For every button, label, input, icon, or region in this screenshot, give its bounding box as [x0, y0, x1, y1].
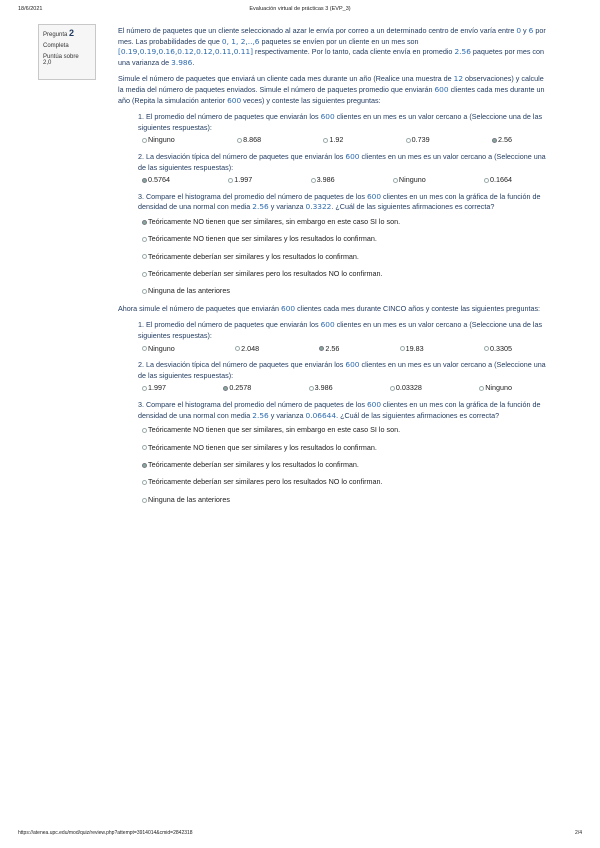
radio-button[interactable]	[142, 428, 147, 433]
radio-button[interactable]	[142, 386, 147, 391]
answer-option[interactable]	[142, 477, 548, 488]
answer-option-label: Ninguna de las anteriores	[148, 286, 230, 296]
print-url: https://atenea.upc.edu/mod/quiz/review.php?attempt=3914014&cmid=2842318	[18, 830, 193, 836]
part1-q2-options	[142, 175, 512, 186]
part1-q1-text: 1. El promedio del número de paquetes que enviarán los 600 clientes en un mes es un valor cercano a (Seleccione una de las siguientes respuestas):	[138, 112, 543, 132]
radio-button[interactable]	[142, 445, 147, 450]
answer-option[interactable]	[492, 135, 512, 146]
answer-option-label: Teóricamente deberían ser similares pero los resultados NO lo confirman.	[148, 269, 383, 279]
question-number: Pregunta 2	[43, 28, 75, 38]
part2-q1	[138, 320, 548, 354]
answer-option[interactable]	[309, 383, 333, 394]
answer-option-label: Teóricamente deberían ser similares y los resultados lo confirman.	[148, 459, 359, 469]
radio-button[interactable]	[479, 386, 484, 391]
question-info-box	[38, 24, 96, 80]
part2-q3-text: 3. Compare el histograma del promedio del número de paquetes de los 600 clientes en un mes con la gráfica de la función de densidad de una normal con media 2.56 y varianza 0.06644. ¿Cuál de las siguientes afirmaciones es correcta?	[138, 400, 541, 420]
part2-q3	[138, 400, 548, 505]
answer-option[interactable]	[406, 135, 430, 146]
answer-option-label: 1.92	[329, 135, 344, 145]
answer-option[interactable]	[142, 460, 548, 471]
answer-option-label: 0.3305	[489, 343, 512, 353]
radio-button[interactable]	[142, 237, 147, 242]
radio-button[interactable]	[393, 178, 398, 183]
answer-option[interactable]	[142, 269, 548, 280]
answer-option[interactable]	[142, 286, 548, 297]
answer-option[interactable]	[484, 344, 512, 355]
answer-option[interactable]	[311, 175, 335, 186]
radio-button[interactable]	[142, 178, 147, 183]
answer-option[interactable]	[142, 175, 170, 186]
radio-button[interactable]	[142, 272, 147, 277]
answer-option[interactable]	[142, 135, 175, 146]
radio-button[interactable]	[484, 178, 489, 183]
answer-option[interactable]	[319, 344, 339, 355]
intro-paragraph-2: Simule el número de paquetes que enviará un cliente cada mes durante un año (Realice una muestra de 12 observaciones) y calcule la media del número de paquetes enviados. Simule el número de paquetes promedio que enviarán 600 clientes cada mes durante un año (Repita la simulación anterior 600 veces) y conteste las siguientes preguntas:	[118, 74, 545, 105]
answer-option-label: 19.83	[405, 343, 424, 353]
answer-option[interactable]	[393, 175, 426, 186]
answer-option[interactable]	[142, 344, 175, 355]
part1-q2	[138, 152, 548, 186]
part2-q1-options	[142, 344, 512, 355]
answer-option[interactable]	[142, 495, 548, 506]
print-date: 18/6/2021	[18, 6, 43, 12]
answer-option-label: 0.1664	[490, 175, 512, 185]
part1-q3-text: 3. Compare el histograma del promedio del número de paquetes de los 600 clientes en un mes con la gráfica de la función de densidad de una normal con media 2.56 y varianza 0.3322. ¿Cuál de las siguientes afirmaciones es correcta?	[138, 191, 541, 212]
answer-option-label: 0.2578	[229, 383, 252, 393]
radio-button[interactable]	[323, 138, 328, 143]
answer-option-label: Teóricamente NO tienen que ser similares y los resultados lo confirman.	[148, 442, 377, 452]
radio-button[interactable]	[319, 346, 324, 351]
radio-button[interactable]	[311, 178, 316, 183]
radio-button[interactable]	[406, 138, 411, 143]
answer-option-label: Teóricamente deberían ser similares pero los resultados NO lo confirman.	[148, 477, 383, 487]
radio-button[interactable]	[142, 289, 147, 294]
answer-option-label: Ninguno	[148, 135, 175, 145]
part2-q1-text: 1. El promedio del número de paquetes que enviarán los 600 clientes en un mes es un valor cercano a (Seleccione una de las siguientes respuestas):	[138, 320, 543, 341]
radio-button[interactable]	[142, 138, 147, 143]
answer-option[interactable]	[390, 383, 422, 394]
answer-option[interactable]	[142, 443, 548, 454]
radio-button[interactable]	[390, 386, 395, 391]
radio-button[interactable]	[142, 480, 147, 485]
radio-button[interactable]	[142, 220, 147, 225]
answer-option[interactable]	[142, 234, 548, 245]
radio-button[interactable]	[484, 346, 489, 351]
answer-option[interactable]	[484, 175, 512, 186]
part2-q2	[138, 360, 548, 394]
answer-option[interactable]	[142, 217, 548, 228]
answer-option-label: Ninguno	[485, 383, 512, 393]
answer-option[interactable]	[142, 425, 548, 436]
radio-button[interactable]	[142, 346, 147, 351]
print-title: Evaluación virtual de prácticas 3 (EVP_3)	[249, 6, 351, 12]
part2-q2-options	[142, 383, 512, 394]
answer-option-label: Ninguna de las anteriores	[148, 494, 230, 504]
part1-q1-options	[142, 135, 512, 146]
question-state: Completa	[43, 43, 69, 49]
answer-option-label: 0.03328	[395, 383, 422, 393]
print-page-number: 2/4	[575, 830, 582, 836]
radio-button[interactable]	[142, 254, 147, 259]
part1-q2-text: 2. La desviación típica del número de paquetes que enviarán los 600 clientes en un mes es un valor cercano a (Seleccione una de las siguientes respuestas):	[138, 151, 546, 172]
answer-option[interactable]	[323, 135, 343, 146]
radio-button[interactable]	[223, 386, 228, 391]
part1-q3	[138, 192, 548, 297]
answer-option[interactable]	[235, 344, 259, 355]
answer-option[interactable]	[142, 383, 166, 394]
answer-option-label: Teóricamente deberían ser similares y los resultados lo confirman.	[148, 251, 359, 261]
radio-button[interactable]	[309, 386, 314, 391]
answer-option-label: Teóricamente NO tienen que ser similares y los resultados lo confirman.	[148, 234, 377, 244]
answer-option-label: 2.048	[241, 343, 260, 353]
answer-option[interactable]	[228, 175, 252, 186]
question-content	[118, 26, 548, 512]
radio-button[interactable]	[142, 498, 147, 503]
radio-button[interactable]	[142, 463, 147, 468]
part2-q3-options	[142, 425, 548, 505]
radio-button[interactable]	[235, 346, 240, 351]
radio-button[interactable]	[400, 346, 405, 351]
radio-button[interactable]	[492, 138, 497, 143]
answer-option-label: Teóricamente NO tienen que ser similares, sin embargo en este caso SI lo son.	[148, 425, 401, 435]
answer-option-label: 1.997	[148, 383, 166, 393]
radio-button[interactable]	[228, 178, 233, 183]
radio-button[interactable]	[237, 138, 242, 143]
answer-option-label: 1.997	[234, 175, 253, 185]
part2-q2-text: 2. La desviación típica del número de paquetes que enviarán los 600 clientes en un mes es un valor cercano a (Seleccione una de las siguientes respuestas):	[138, 360, 546, 380]
answer-option-label: 0.739	[411, 135, 430, 145]
part1-q3-options	[142, 217, 548, 297]
part1-q1	[138, 112, 548, 146]
answer-option-label: Ninguno	[148, 343, 175, 353]
answer-option-label: 8.868	[243, 135, 262, 145]
answer-option-label: 2.56	[325, 343, 340, 353]
answer-option-label: Teóricamente NO tienen que ser similares, sin embargo en este caso SI lo son.	[148, 216, 401, 226]
answer-option-label: 3.986	[314, 383, 333, 393]
answer-option[interactable]	[237, 135, 261, 146]
answer-option-label: 3.986	[316, 175, 335, 185]
part2-intro: Ahora simule el número de paquetes que enviarán 600 clientes cada mes durante CINCO años y conteste las siguientes preguntas:	[118, 303, 541, 313]
intro-paragraph-1: El número de paquetes que un cliente seleccionado al azar le envía por correo a un determinado centro de envío varía entre 0 y 6 por mes. Las probabilidades de que 0, 1, 2,..,6 paquetes se envíen por un cliente en un mes son [0.19,0.19,0.16,0.12,0.12,0.11,0.11] respectivamente. Por lo tanto, cada cliente envía en promedio 2.56 paquetes por mes con una varianza de 3.986.	[118, 26, 546, 67]
answer-option-label: 2.56	[497, 135, 512, 145]
answer-option[interactable]	[142, 252, 548, 263]
question-score: Puntúa sobre 2,0	[43, 54, 79, 66]
answer-option-label: 0.5764	[148, 175, 170, 185]
answer-option-label: Ninguno	[398, 175, 426, 185]
answer-option[interactable]	[223, 383, 251, 394]
answer-option[interactable]	[479, 383, 512, 394]
answer-option[interactable]	[400, 344, 424, 355]
